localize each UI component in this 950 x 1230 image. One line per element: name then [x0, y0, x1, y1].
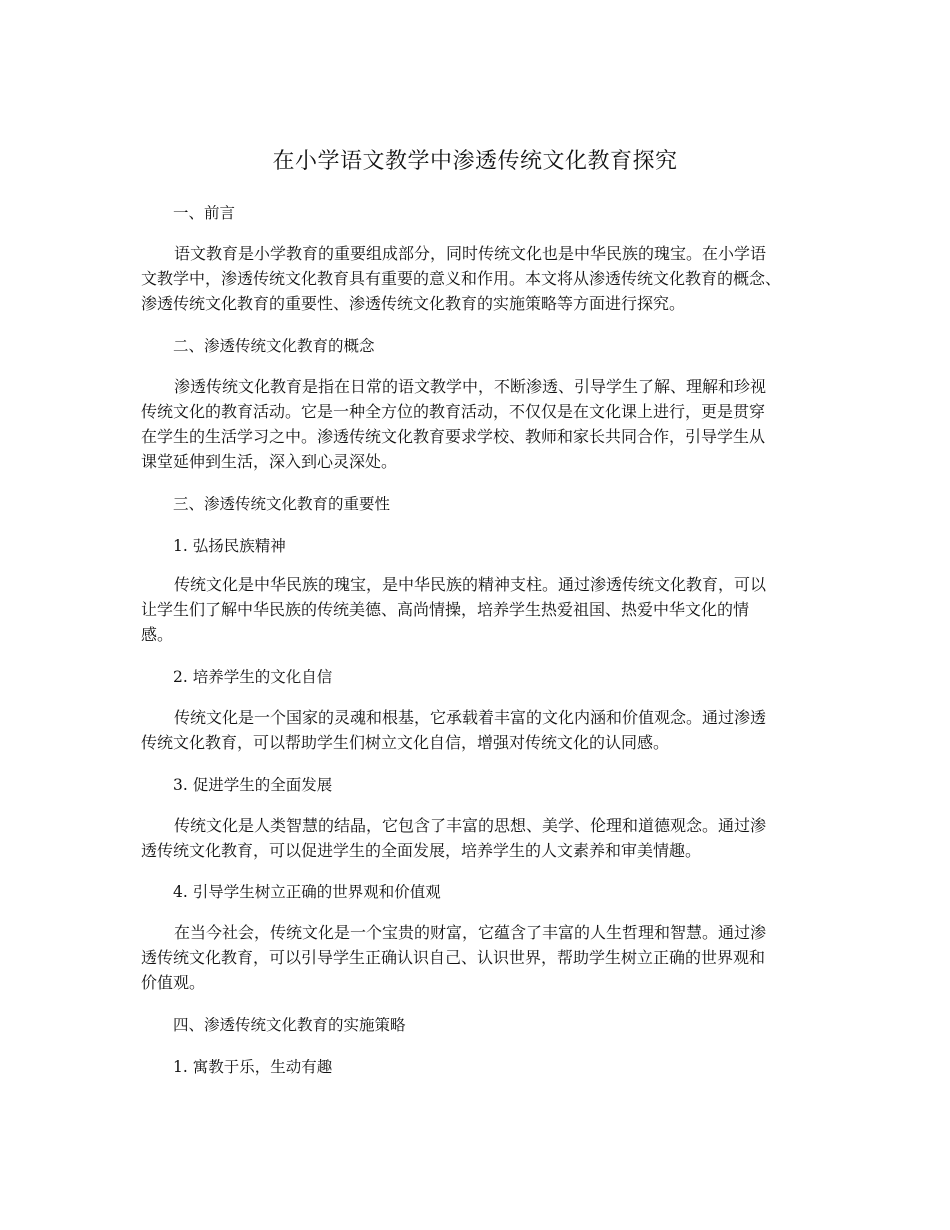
paragraph-line: 传统文化是人类智慧的结晶，它包含了丰富的思想、美学、伦理和道德观念。通过渗: [174, 816, 767, 835]
section-heading-strategies: 四、渗透传统文化教育的实施策略: [173, 1016, 406, 1034]
section-heading-importance: 三、渗透传统文化教育的重要性: [173, 495, 391, 513]
paragraph-line: 价值观。: [141, 973, 206, 992]
document-title: 在小学语文教学中渗透传统文化教育探究: [272, 149, 678, 174]
paragraph-line: 在学生的生活学习之中。渗透传统文化教育要求学校、教师和家长共同合作，引导学生从: [141, 427, 766, 446]
subsection-heading-national-spirit: 1. 弘扬民族精神: [173, 537, 286, 555]
section-heading-preface: 一、前言: [173, 204, 236, 222]
paragraph-line: 感。: [141, 625, 174, 644]
paragraph-national-spirit: [141, 572, 826, 647]
paragraph-line: 透传统文化教育，可以促进学生的全面发展，培养学生的人文素养和审美情趣。: [141, 841, 702, 860]
paragraph-line: 让学生们了解中华民族的传统美德、高尚情操，培养学生热爱祖国、热爱中华文化的情: [141, 600, 750, 619]
paragraph-line: 传统文化是一个国家的灵魂和根基，它承载着丰富的文化内涵和价值观念。通过渗透: [174, 708, 767, 727]
section-heading-concept: 二、渗透传统文化教育的概念: [173, 337, 375, 355]
paragraph-line: 文教学中，渗透传统文化教育具有重要的意义和作用。本文将从渗透传统文化教育的概念、: [141, 269, 782, 288]
paragraph-line: 渗透传统文化教育是指在日常的语文教学中，不断渗透、引导学生了解、理解和珍视: [174, 377, 767, 396]
subsection-heading-all-round-development: 3. 促进学生的全面发展: [173, 776, 333, 794]
paragraph-concept: [141, 374, 826, 474]
paragraph-worldview-values: [141, 920, 826, 995]
paragraph-line: 课堂延伸到生活，深入到心灵深处。: [141, 452, 398, 471]
paragraph-line: 在当今社会，传统文化是一个宝贵的财富，它蕴含了丰富的人生哲理和智慧。通过渗: [174, 923, 767, 942]
paragraph-preface: [141, 241, 826, 316]
paragraph-cultural-confidence: [141, 705, 826, 755]
paragraph-line: 传统文化是中华民族的瑰宝，是中华民族的精神支柱。通过渗透传统文化教育，可以: [174, 575, 767, 594]
paragraph-line: 传统文化教育，可以帮助学生们树立文化自信，增强对传统文化的认同感。: [141, 733, 670, 752]
paragraph-line: 语文教育是小学教育的重要组成部分，同时传统文化也是中华民族的瑰宝。在小学语: [174, 244, 767, 263]
paragraph-line: 传统文化的教育活动。它是一种全方位的教育活动，不仅仅是在文化课上进行，更是贯穿: [141, 402, 766, 421]
paragraph-line: 透传统文化教育，可以引导学生正确认识自己、认识世界，帮助学生树立正确的世界观和: [141, 948, 766, 967]
paragraph-line: 渗透传统文化教育的重要性、渗透传统文化教育的实施策略等方面进行探究。: [141, 294, 686, 313]
subsection-heading-cultural-confidence: 2. 培养学生的文化自信: [173, 668, 333, 686]
subsection-heading-learning-through-play: 1. 寓教于乐，生动有趣: [173, 1058, 333, 1076]
paragraph-all-round-development: [141, 813, 826, 863]
subsection-heading-worldview-values: 4. 引导学生树立正确的世界观和价值观: [173, 883, 441, 901]
